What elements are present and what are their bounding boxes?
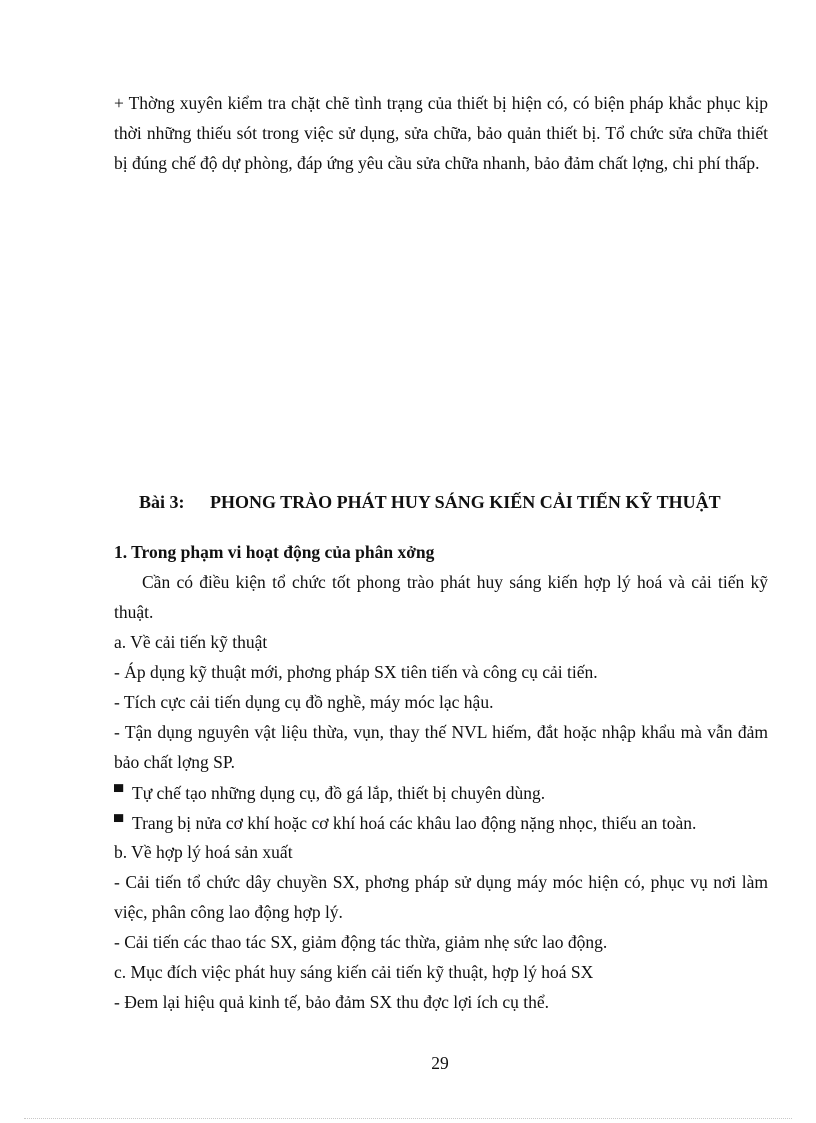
section-heading: 1. Trong phạm vi hoạt động của phân xởng xyxy=(114,542,435,562)
page-divider xyxy=(24,1118,792,1119)
list-item: - Tận dụng nguyên vật liệu thừa, vụn, thay thế NVL hiếm, đắt hoặc nhập khẩu mà vẫn đảm bảo chất lợng SP. xyxy=(114,722,768,772)
subheading-c: c. Mục đích việc phát huy sáng kiến cải tiến kỹ thuật, hợp lý hoá SX xyxy=(114,962,594,982)
list-item: - Đem lại hiệu quả kinh tế, bảo đảm SX thu đợc lợi ích cụ thể. xyxy=(114,992,550,1012)
lesson-title: PHONG TRÀO PHÁT HUY SÁNG KIẾN CẢI TIẾN KỸ THUẬT xyxy=(210,492,721,512)
bullet-icon: ▀ xyxy=(114,784,124,799)
section-intro: Cần có điều kiện tổ chức tốt phong trào phát huy sáng kiến hợp lý hoá và cải tiến kỹ thuật. xyxy=(114,572,768,622)
bullet-item xyxy=(114,807,696,838)
bullet-icon: ▀ xyxy=(114,814,124,829)
list-item: - Cải tiến các thao tác SX, giảm động tác thừa, giảm nhẹ sức lao động. xyxy=(114,932,608,952)
bullet-item xyxy=(114,777,545,808)
bullet-text: Trang bị nửa cơ khí hoặc cơ khí hoá các khâu lao động nặng nhọc, thiếu an toàn. xyxy=(132,813,697,833)
page-number: 29 xyxy=(431,1053,449,1073)
intro-paragraph: + Thờng xuyên kiểm tra chặt chẽ tình trạng của thiết bị hiện có, có biện pháp khắc phục kịp thời những thiếu sót trong việc sử dụng, sửa chữa, bảo quản thiết bị. Tổ chức sửa chữa thiết bị đúng chế độ dự phòng, đáp ứng yêu cầu sửa chữa nhanh, bảo đảm chất lợng, chi phí thấp. xyxy=(114,93,768,173)
subheading-a: a. Về cải tiến kỹ thuật xyxy=(114,632,268,652)
list-item: - Cải tiến tổ chức dây chuyền SX, phơng pháp sử dụng máy móc hiện có, phục vụ nơi làm việc, phân công lao động hợp lý. xyxy=(114,872,768,922)
subheading-b: b. Về hợp lý hoá sản xuất xyxy=(114,842,293,862)
lesson-label: Bài 3: xyxy=(139,492,185,512)
list-item: - Áp dụng kỹ thuật mới, phơng pháp SX tiên tiến và công cụ cải tiến. xyxy=(114,662,598,682)
bullet-text: Tự chế tạo những dụng cụ, đồ gá lắp, thiết bị chuyên dùng. xyxy=(132,783,546,803)
list-item: - Tích cực cải tiến dụng cụ đồ nghề, máy móc lạc hậu. xyxy=(114,692,494,712)
